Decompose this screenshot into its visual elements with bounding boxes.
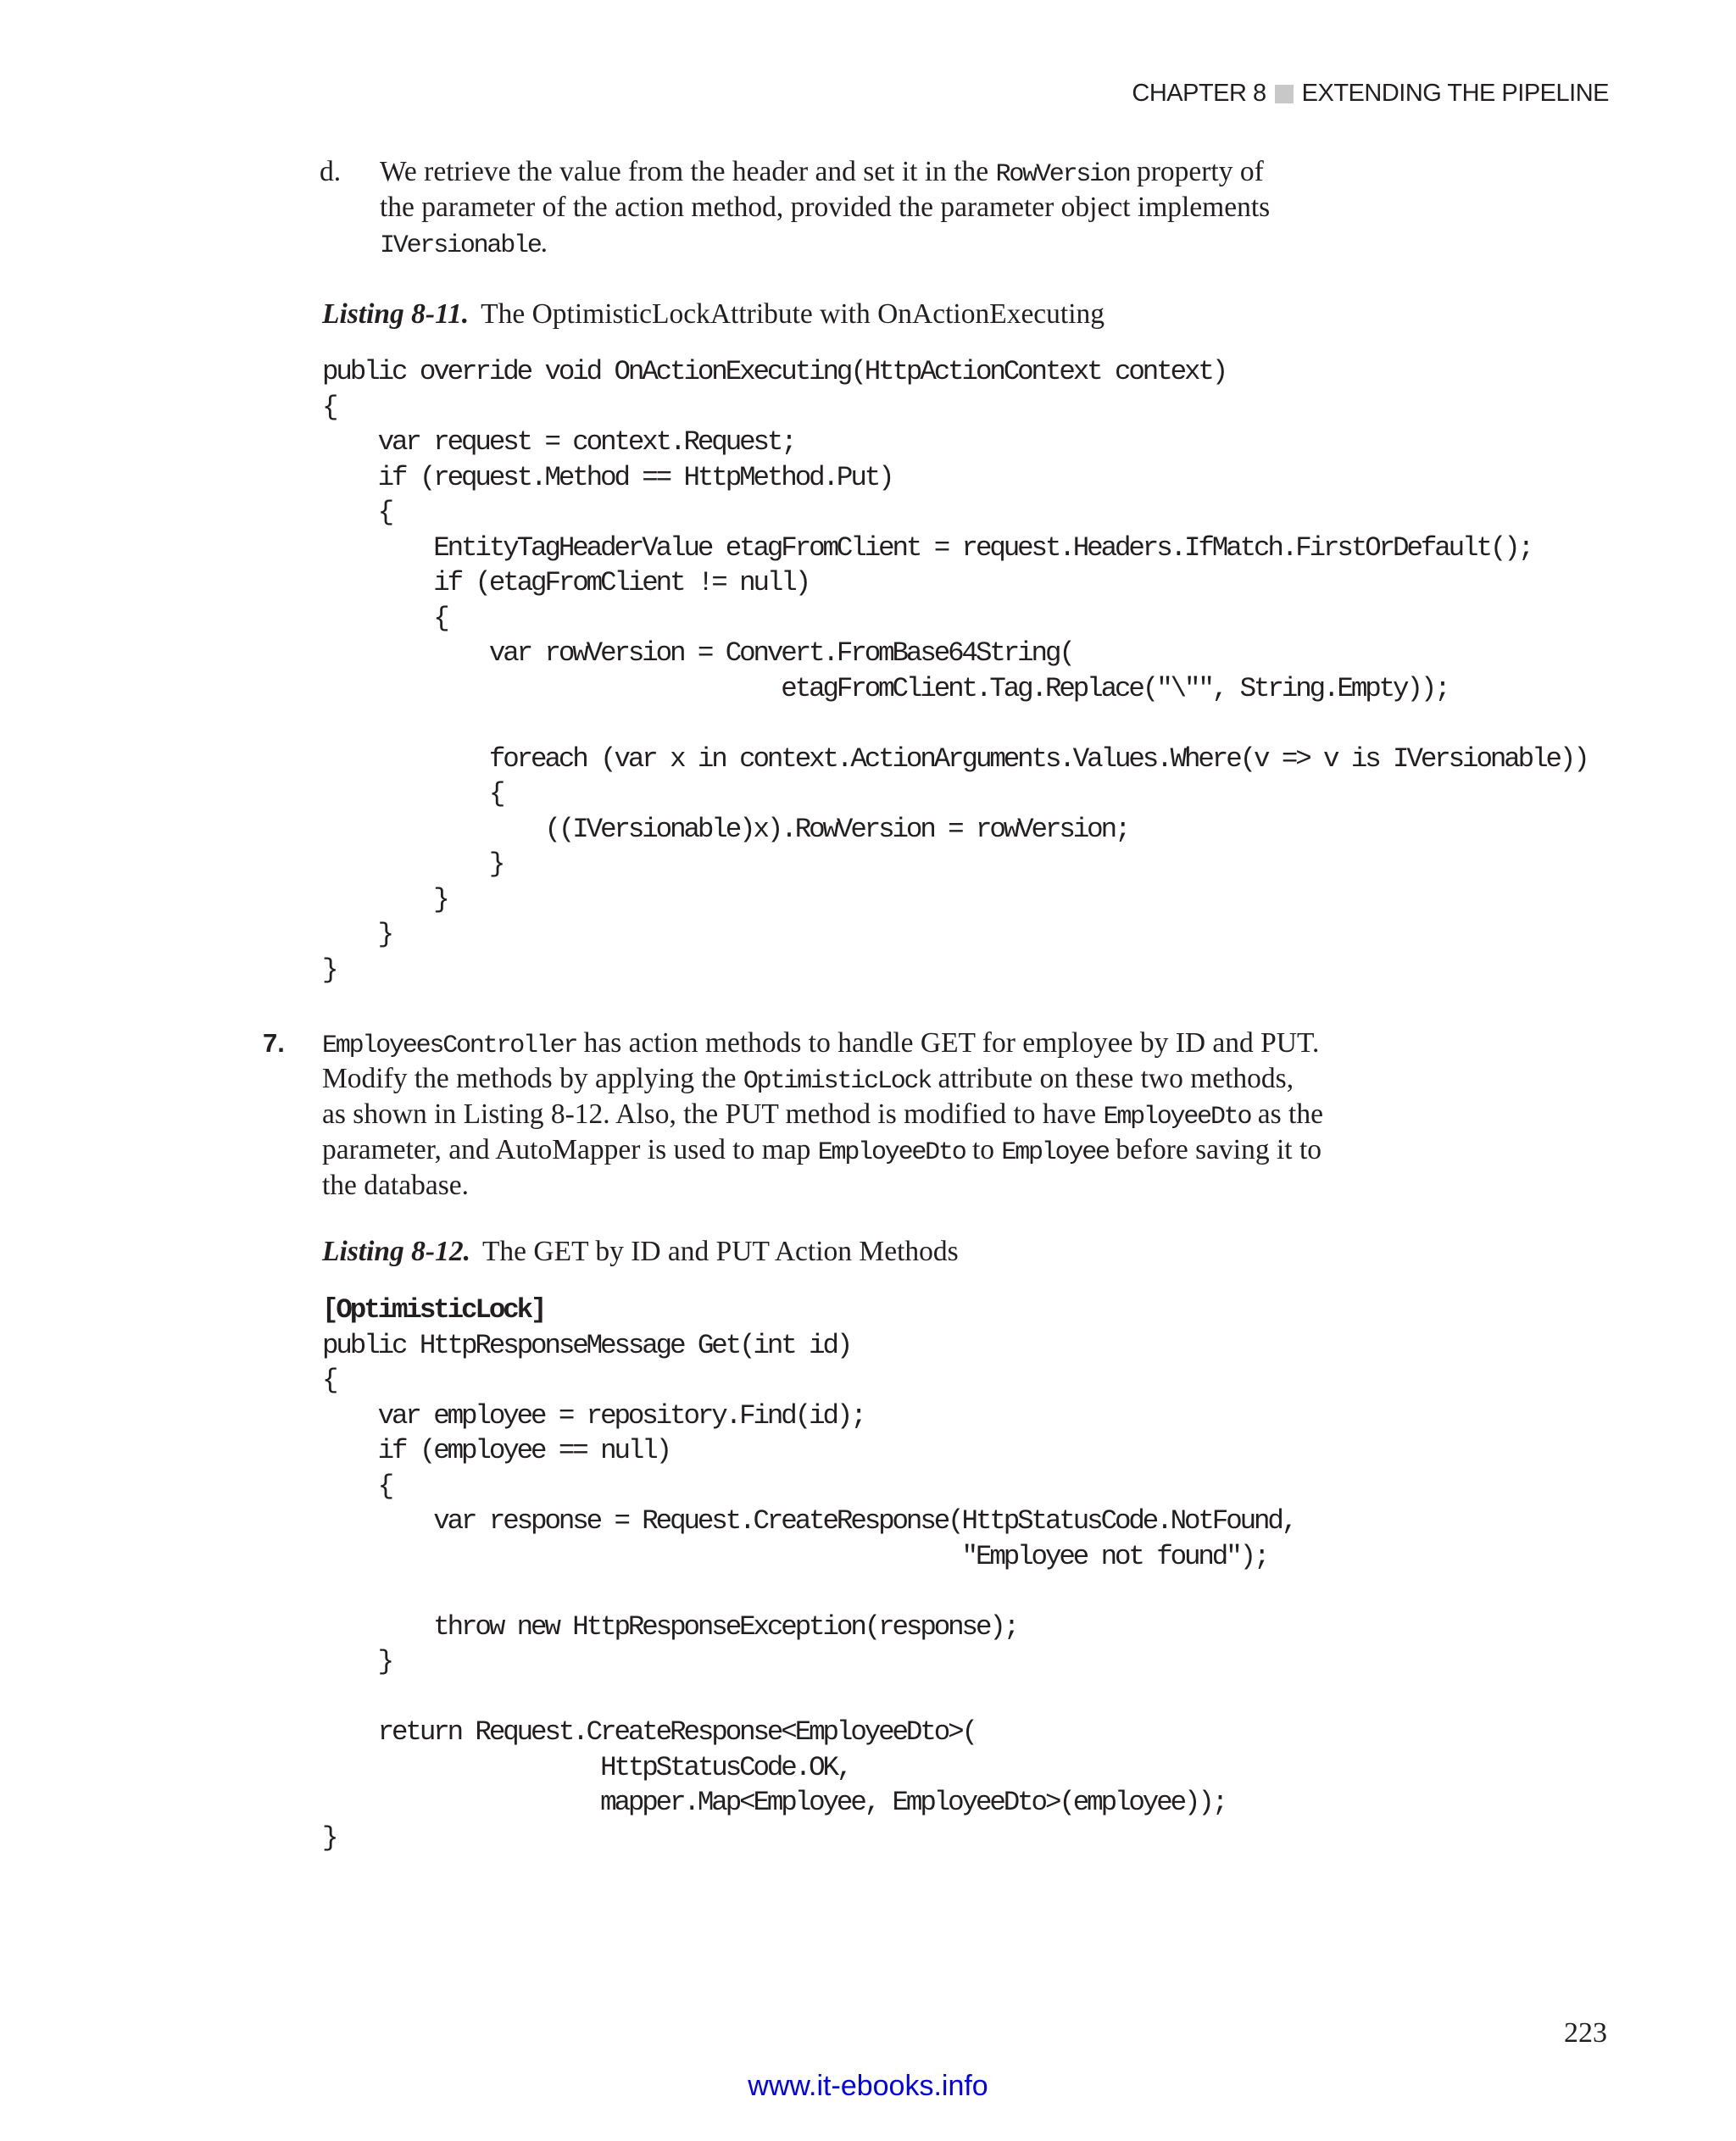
code-line xyxy=(322,1574,1295,1610)
text-run: before saving it to xyxy=(1108,1134,1322,1165)
text-line xyxy=(322,1168,1323,1204)
attribute-line: [OptimisticLock] xyxy=(322,1294,545,1326)
page-number: 223 xyxy=(1564,2017,1607,2049)
running-head xyxy=(1132,80,1609,108)
code-line xyxy=(322,1680,1295,1716)
listing-8-11-code xyxy=(322,354,1588,987)
listing-caption-text: The GET by ID and PUT Action Methods xyxy=(481,1236,959,1267)
running-head-separator xyxy=(1275,85,1294,103)
code-line: etagFromClient.Tag.Replace("\"", String.Empty)); xyxy=(322,672,1449,704)
text-run: the parameter of the action method, provided the parameter object implements xyxy=(380,192,1271,223)
code-line: return Request.CreateResponse<EmployeeDto>( xyxy=(322,1716,976,1748)
text-run: as shown in Listing 8-12. Also, the PUT method is modified to have xyxy=(322,1098,1104,1130)
text-line xyxy=(380,154,1270,190)
code-line: HttpStatusCode.OK, xyxy=(322,1751,851,1783)
text-run: as the xyxy=(1250,1098,1323,1130)
step-d-text xyxy=(380,154,1270,261)
text-run: parameter, and AutoMapper is used to map xyxy=(322,1134,818,1165)
code-line: } xyxy=(322,954,337,986)
code-line: var employee = repository.Find(id); xyxy=(322,1399,865,1432)
code-line: if (employee == null) xyxy=(322,1435,670,1466)
inline-code: IVersionable xyxy=(380,231,541,260)
code-line: } xyxy=(322,1646,392,1677)
step-7-text xyxy=(322,1026,1323,1204)
text-run: to xyxy=(965,1134,1002,1165)
listing-label: Listing 8-11. xyxy=(322,298,470,330)
code-line: public override void OnActionExecuting(HttpActionContext context) xyxy=(322,356,1227,387)
code-line: if (request.Method == HttpMethod.Put) xyxy=(322,461,893,493)
code-line: ((IVersionable)x).RowVersion = rowVersion; xyxy=(322,813,1129,845)
chapter-label: CHAPTER 8 xyxy=(1132,80,1266,107)
inline-code: EmployeeDto xyxy=(1103,1103,1251,1132)
code-line: { xyxy=(322,602,448,634)
chapter-title: EXTENDING THE PIPELINE xyxy=(1301,80,1609,107)
code-line: throw new HttpResponseException(response); xyxy=(322,1610,1018,1643)
text-line xyxy=(322,1026,1323,1061)
code-line: } xyxy=(322,883,448,915)
code-line: if (etagFromClient != null) xyxy=(322,567,810,598)
code-line: var rowVersion = Convert.FromBase64String( xyxy=(322,637,1073,669)
code-line: } xyxy=(322,1821,337,1854)
step-7 xyxy=(263,1026,1323,1204)
code-line: { xyxy=(322,778,504,809)
inline-code: RowVersion xyxy=(995,160,1130,189)
text-line xyxy=(322,1097,1323,1132)
text-run: the database. xyxy=(322,1170,469,1201)
text-run: We retrieve the value from the header and set it in the xyxy=(380,156,996,187)
listing-label: Listing 8-12. xyxy=(322,1236,470,1267)
code-line: { xyxy=(322,1470,392,1502)
code-line: } xyxy=(322,919,392,950)
step-d-marker: d. xyxy=(320,156,342,187)
text-run: . xyxy=(540,227,548,259)
text-line xyxy=(322,1132,1323,1168)
text-run: has action methods to handle GET for employee by ID and PUT. xyxy=(576,1027,1320,1059)
code-line xyxy=(322,706,1588,742)
code-line: var request = context.Request; xyxy=(322,426,795,458)
text-run: property of xyxy=(1129,156,1264,187)
code-line: foreach (var x in context.ActionArguments.Values.Where(v => v is IVersionable)) xyxy=(322,742,1588,775)
text-line xyxy=(380,190,1270,225)
text-run: attribute on these two methods, xyxy=(931,1063,1294,1094)
text-line xyxy=(380,225,1270,261)
listing-8-11-caption xyxy=(322,297,1104,332)
listing-8-12-caption xyxy=(322,1234,959,1270)
code-line: { xyxy=(322,391,337,423)
listing-8-12-code xyxy=(322,1293,1295,1855)
code-line: "Employee not found"); xyxy=(322,1540,1268,1572)
text-run: Modify the methods by applying the xyxy=(322,1063,743,1094)
code-line: } xyxy=(322,848,504,880)
listing-caption-text: The OptimisticLockAttribute with OnActionExecuting xyxy=(481,298,1105,330)
code-line: public HttpResponseMessage Get(int id) xyxy=(322,1329,851,1361)
code-line: EntityTagHeaderValue etagFromClient = request.Headers.IfMatch.FirstOrDefault(); xyxy=(322,531,1533,564)
inline-code: EmployeeDto xyxy=(817,1138,965,1167)
footer-link[interactable]: www.it-ebooks.info xyxy=(748,2070,988,2102)
text-line xyxy=(322,1061,1323,1097)
step-7-marker: 7. xyxy=(263,1028,285,1058)
inline-code: Employee xyxy=(1001,1138,1109,1167)
inline-code: EmployeesController xyxy=(322,1032,577,1060)
inline-code: OptimisticLock xyxy=(743,1067,932,1096)
code-line: { xyxy=(322,1365,337,1396)
code-line: mapper.Map<Employee, EmployeeDto>(employee)); xyxy=(322,1787,1227,1818)
code-line: var response = Request.CreateResponse(HttpStatusCode.NotFound, xyxy=(322,1505,1296,1537)
code-line: { xyxy=(322,497,392,528)
